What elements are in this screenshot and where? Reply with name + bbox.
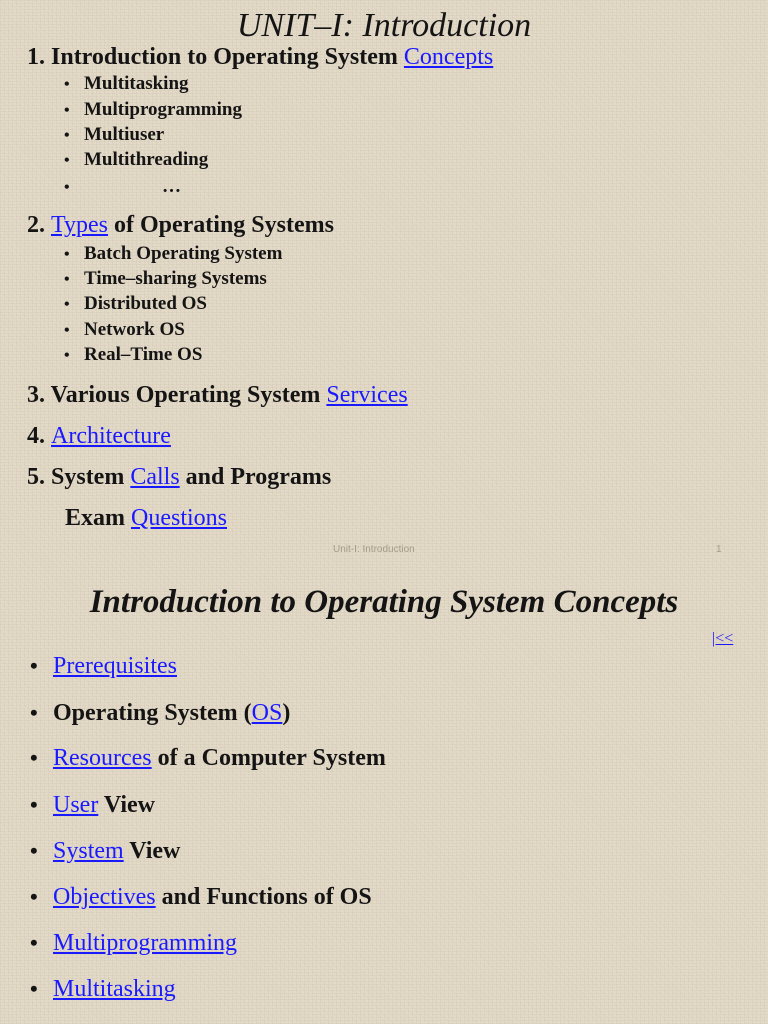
topic-item [30,835,180,867]
bullet-text: Multiprogramming [84,99,242,120]
slide-footer-text: Unit-I: Introduction [333,544,415,555]
outline-item-4 [27,421,171,451]
bullet-item [64,318,185,343]
topic-item [30,927,237,959]
topic-text: of a Computer System [151,745,386,771]
bullet-text: Multitasking [84,73,189,94]
item-text: Various Operating System [50,382,321,408]
bullet-text: Distributed OS [84,293,207,314]
bullet-item [64,242,282,267]
topic-text: Operating System ( [53,700,252,726]
bullet-item [64,123,164,148]
bullet-icon: • [30,976,38,1001]
bullet-text: Multiuser [84,124,165,145]
topic-item [30,881,372,913]
bullet-item [64,98,242,123]
bullet-text: … [162,176,181,197]
objectives-link[interactable]: Objectives [53,884,156,910]
item-number: 1. [27,44,45,70]
outline-item-2 [27,210,334,240]
topic-item [30,742,386,774]
calls-link[interactable]: Calls [130,464,180,490]
services-link[interactable]: Services [326,382,408,408]
topic-text: View [98,792,155,818]
slide-1-title: UNIT–I: Introduction [236,7,532,44]
prerequisites-link[interactable]: Prerequisites [53,653,177,679]
outline-item-3 [27,380,408,410]
exam-questions [65,503,227,533]
bullet-text: Batch Operating System [84,243,283,264]
item-text: Introduction to Operating System [51,44,398,70]
bullet-icon: • [64,76,70,93]
user-link[interactable]: User [53,792,99,818]
bullet-icon: • [64,152,70,169]
item-number: 2. [27,212,45,238]
topic-text: ) [282,700,291,726]
topic-text: and Functions of OS [155,884,372,910]
slide-page-number: 1 [716,544,722,555]
bullet-icon: • [30,930,38,955]
system-link[interactable]: System [53,838,124,864]
bullet-icon: • [30,838,38,863]
outline-item-5 [27,462,331,492]
bullet-icon: • [30,792,38,817]
architecture-link[interactable]: Architecture [51,423,171,449]
bullet-icon: • [64,127,70,144]
item-number: 4. [27,423,45,449]
multiprogramming-link[interactable]: Multiprogramming [53,930,237,956]
questions-link[interactable]: Questions [131,505,227,531]
bullet-item [64,175,181,200]
bullet-icon: • [30,653,38,678]
bullet-icon: • [64,296,70,313]
item-text: System [51,464,125,490]
resources-link[interactable]: Resources [53,745,152,771]
bullet-icon: • [64,322,70,339]
topic-text: View [123,838,181,864]
topic-item [30,973,176,1005]
bullet-icon: • [30,745,38,770]
topic-item [30,697,290,729]
bullet-item [64,72,189,97]
item-number: 3. [27,382,45,408]
back-link[interactable]: |<< [712,630,734,647]
concepts-link[interactable]: Concepts [403,44,494,70]
bullet-text: Network OS [84,319,185,340]
os-link[interactable]: OS [251,700,283,726]
bullet-icon: • [30,884,38,909]
bullet-text: Real–Time OS [84,344,203,365]
multitasking-link[interactable]: Multitasking [53,976,176,1002]
outline-item-1 [27,42,493,72]
types-link[interactable]: Types [51,212,108,238]
topic-item [30,650,177,682]
item-text: and Programs [185,464,332,490]
bullet-item [64,267,267,292]
bullet-icon: • [64,347,70,364]
bullet-icon: • [30,700,38,725]
bullet-text: Multithreading [84,149,209,170]
bullet-icon: • [64,102,70,119]
bullet-item [64,292,207,317]
bullet-item [64,148,208,173]
bullet-icon: • [64,271,70,288]
bullet-icon: • [64,246,70,263]
topic-item [30,789,155,821]
bullet-text: Time–sharing Systems [84,268,267,289]
item-number: 5. [27,464,45,490]
bullet-icon: • [64,179,70,196]
exam-label: Exam [65,505,125,531]
item-text: of Operating Systems [113,212,334,238]
slide-2-title: Introduction to Operating System Concepts [89,584,679,620]
bullet-item [64,343,202,368]
